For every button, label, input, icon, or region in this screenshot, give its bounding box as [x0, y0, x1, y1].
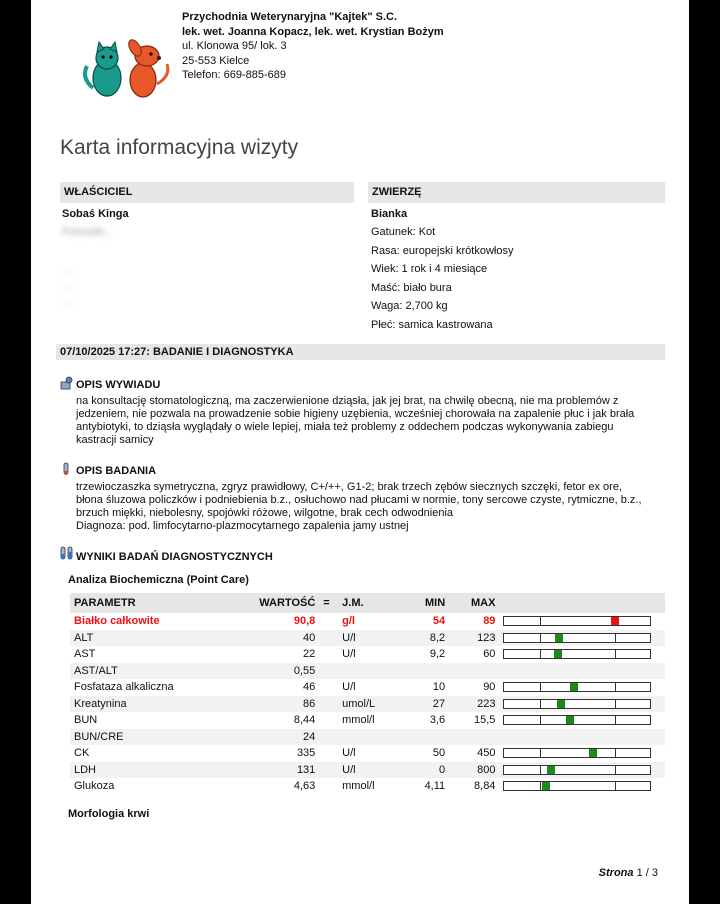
range-bar [503, 715, 651, 725]
unit-cell: U/l [342, 747, 356, 760]
unit-cell: U/l [342, 648, 356, 661]
range-marker [542, 782, 550, 790]
range-cell [499, 762, 665, 779]
clinic-logo-icon [77, 38, 177, 102]
eq-cell [319, 762, 338, 779]
animal-age: Wiek: 1 rok i 4 miesiące [371, 263, 488, 275]
max-cell: 800 [449, 762, 499, 779]
max-cell: 8,84 [474, 780, 496, 793]
min-cell: 54 [432, 615, 446, 628]
animal-weight: Waga: 2,700 kg [371, 300, 448, 312]
min-cell: 9,2 [429, 648, 446, 661]
range-marker [554, 650, 562, 658]
value-cell: 22 [303, 648, 316, 661]
param-cell: AST/ALT [70, 663, 236, 680]
clinic-doctors: lek. wet. Joanna Kopacz, lek. wet. Krystian Bożym [182, 25, 444, 38]
range-cell [499, 679, 665, 696]
col-unit: J.M. [338, 593, 401, 613]
value-cell: 335 [296, 747, 316, 760]
table-row [70, 745, 665, 762]
table-row [70, 712, 665, 729]
footer-page: 1 [636, 867, 643, 879]
min-cell: 27 [401, 696, 449, 713]
unit-cell: g/l [342, 615, 355, 628]
eq-cell [319, 630, 338, 647]
min-cell: 0 [401, 762, 449, 779]
unit-cell: mmol/l [342, 714, 375, 727]
max-cell: 90 [483, 681, 496, 694]
range-cell [499, 729, 665, 746]
param-cell: CK [74, 747, 90, 760]
value-cell: 24 [236, 729, 320, 746]
unit-cell [338, 663, 401, 680]
param-cell: AST [74, 648, 96, 661]
results-subtitle: Analiza Biochemiczna (Point Care) [68, 574, 249, 586]
table-row [70, 729, 665, 746]
col-param: PARAMETR [70, 593, 236, 613]
table-row [70, 679, 665, 696]
interview-line: kastracji samicy [76, 434, 154, 446]
eq-cell [319, 712, 338, 729]
results-title: WYNIKI BADAŃ DIAGNOSTYCZNYCH [76, 551, 273, 563]
range-cell [499, 696, 665, 713]
col-range [499, 593, 665, 613]
eq-cell [319, 679, 338, 696]
eq-cell [319, 663, 338, 680]
range-bar [503, 682, 651, 692]
eq-cell [319, 745, 338, 762]
range-marker [566, 716, 574, 724]
footer-of: / 3 [645, 867, 658, 879]
interview-line: antybiotyki, to dziąsła wyglądały o wiele lepiej, miała też problemy z oddechem podczas wykonywania zabiegu [76, 421, 614, 433]
max-cell: 60 [483, 648, 496, 661]
table-row [70, 613, 665, 630]
eq-cell [319, 613, 338, 630]
page-title: Karta informacyjna wizyty [60, 136, 299, 159]
visit-header: 07/10/2025 17:27: BADANIE I DIAGNOSTYKA [56, 344, 665, 360]
range-cell [499, 646, 665, 663]
min-cell: 10 [432, 681, 446, 694]
owner-line: ... [62, 295, 72, 307]
min-cell: 50 [432, 747, 446, 760]
animal-color: Maść: biało bura [371, 282, 452, 294]
range-cell [499, 613, 665, 630]
col-min: MIN [401, 593, 449, 613]
value-cell: 86 [236, 696, 320, 713]
exam-text [76, 481, 642, 533]
range-cell [499, 630, 665, 647]
max-cell: 223 [449, 696, 499, 713]
range-cell [499, 712, 665, 729]
interview-text [76, 395, 634, 447]
range-bar [503, 633, 651, 643]
max-cell: 15,5 [474, 714, 496, 727]
clinic-city: 25-553 Kielce [182, 54, 250, 67]
interview-title: OPIS WYWIADU [76, 379, 161, 391]
page-footer [599, 867, 658, 879]
table-row [70, 696, 665, 713]
interview-line: jedzeniem, nie pozwala na prowadzenie sobie higieny uzębienia, wcześniej chorowała na zapalenie płuc i jak brała [76, 408, 635, 420]
document-page [31, 0, 689, 904]
table-row [70, 762, 665, 779]
unit-cell: mmol/l [342, 780, 375, 793]
param-cell: Fosfataza alkaliczna [74, 681, 174, 694]
lab-tubes-icon [59, 546, 75, 560]
max-cell: 450 [477, 747, 496, 760]
next-section-title: Morfologia krwi [68, 808, 150, 820]
results-table [70, 593, 665, 795]
results-header-row [70, 593, 665, 613]
eq-cell [319, 778, 338, 795]
min-cell: 3,6 [429, 714, 446, 727]
range-bar [503, 699, 651, 709]
param-cell: LDH [70, 762, 236, 779]
min-cell [401, 663, 449, 680]
range-bar [503, 649, 651, 659]
col-eq: = [319, 593, 338, 613]
owner-line: ... [62, 279, 72, 291]
col-max: MAX [449, 593, 499, 613]
eq-cell [319, 696, 338, 713]
min-cell: 4,11 [424, 780, 446, 793]
value-cell: 131 [236, 762, 320, 779]
range-bar [503, 781, 651, 791]
clinic-street: ul. Klonowa 95/ lok. 3 [182, 40, 287, 52]
col-value: WARTOŚĆ [236, 593, 320, 613]
clinic-header [182, 10, 444, 83]
param-cell: Białko całkowite [74, 615, 160, 628]
range-bar [503, 765, 651, 775]
animal-header: ZWIERZĘ [368, 182, 665, 203]
unit-cell [338, 729, 401, 746]
eq-cell [319, 646, 338, 663]
range-marker [611, 617, 619, 625]
value-cell: 40 [236, 630, 320, 647]
max-cell: 89 [483, 615, 496, 628]
owner-line: ... [62, 263, 72, 275]
unit-cell: umol/L [338, 696, 401, 713]
animal-name: Bianka [371, 208, 408, 220]
exam-line: Diagnoza: pod. limfocytarno-plazmocytarnego zapalenia jamy ustnej [76, 520, 409, 532]
table-row [70, 646, 665, 663]
max-cell [449, 729, 499, 746]
range-marker [547, 766, 555, 774]
animal-breed: Rasa: europejski krótkowłosy [371, 245, 514, 257]
exam-title: OPIS BADANIA [76, 465, 157, 477]
interview-icon [60, 376, 73, 390]
owner-header: WŁAŚCICIEL [60, 182, 354, 203]
unit-cell: U/l [342, 681, 356, 694]
value-cell: 0,55 [236, 663, 320, 680]
range-marker [555, 634, 563, 642]
owner-name: Sobaś Kinga [62, 208, 129, 220]
unit-cell: U/l [338, 762, 401, 779]
animal-sex: Płeć: samica kastrowana [371, 319, 493, 331]
clinic-name: Przychodnia Weterynaryjna "Kajtek" S.C. [182, 11, 398, 23]
owner-line: Pomuski... [62, 226, 114, 238]
clinic-phone: Telefon: 669-885-689 [182, 69, 286, 81]
param-cell: Kreatynina [70, 696, 236, 713]
value-cell: 46 [303, 681, 316, 694]
param-cell: BUN [74, 714, 98, 727]
exam-line: trzewioczaszka symetryczna, zgryz prawidłowy, C+/++, G1-2; brak trzech zębów siecznych szczęki, fetor ex ore, [76, 481, 623, 493]
range-marker [557, 700, 565, 708]
range-cell [499, 778, 665, 795]
eq-cell [319, 729, 338, 746]
exam-icon [60, 462, 73, 476]
range-cell [499, 663, 665, 680]
value-cell: 8,44 [293, 714, 316, 727]
footer-label: Strona [598, 867, 634, 879]
range-marker [589, 749, 597, 757]
range-marker [570, 683, 578, 691]
animal-species: Gatunek: Kot [371, 226, 436, 238]
param-cell: Glukoza [74, 780, 115, 793]
exam-line: błona śluzowa policzków i podniebienia b.z., osłuchowo nad płucami w normie, tony sercowe czyste, rytmiczne, b.z., [76, 494, 642, 506]
table-row [70, 663, 665, 680]
max-cell [449, 663, 499, 680]
max-cell: 123 [449, 630, 499, 647]
value-cell: 4,63 [293, 780, 316, 793]
table-row [70, 778, 665, 795]
table-row [70, 630, 665, 647]
min-cell: 8,2 [401, 630, 449, 647]
param-cell: ALT [70, 630, 236, 647]
range-cell [499, 745, 665, 762]
interview-line: na konsultację stomatologiczną, ma zaczerwienione dziąsła, jak jej brat, na chwilę obecną, nie ma problemów z [76, 395, 619, 407]
param-cell: BUN/CRE [70, 729, 236, 746]
range-bar [503, 616, 651, 626]
min-cell [401, 729, 449, 746]
range-bar [503, 748, 651, 758]
value-cell: 90,8 [293, 615, 316, 628]
unit-cell: U/l [338, 630, 401, 647]
exam-line: brzuch miękki, niebolesny, spojówki różowe, wilgotne, brak cech odwodnienia [76, 507, 454, 519]
